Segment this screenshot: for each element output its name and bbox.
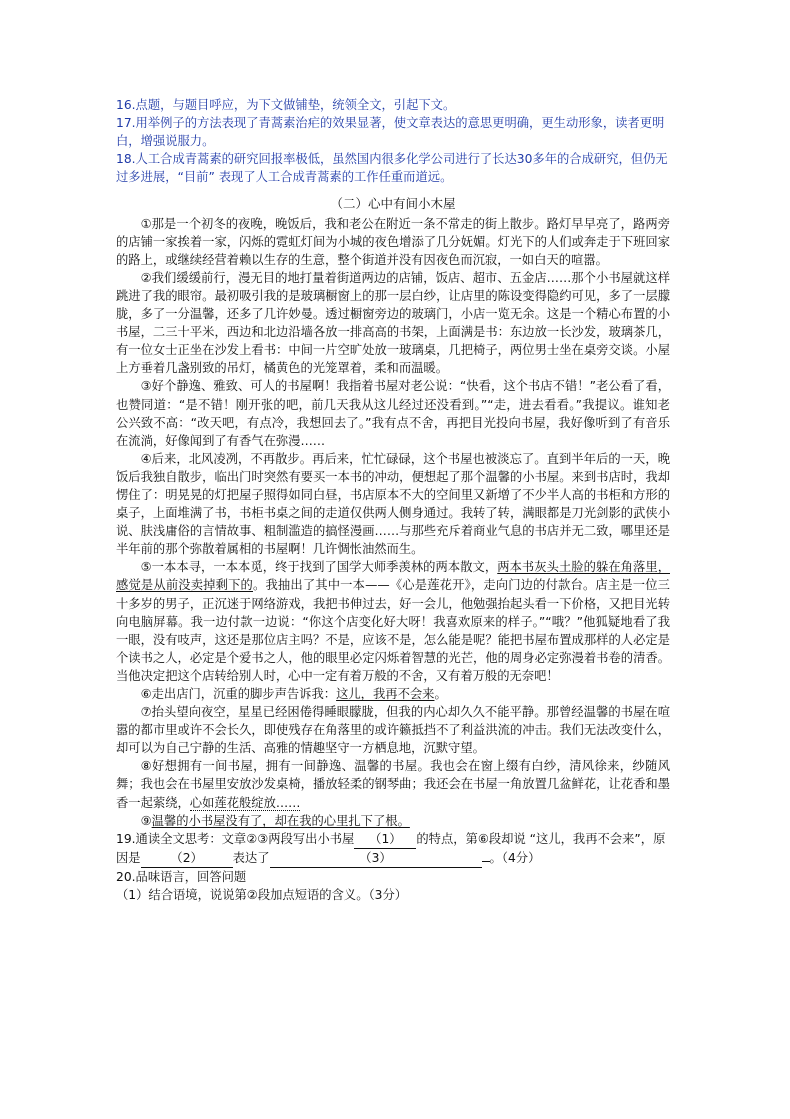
questions-section: [116, 830, 670, 904]
paragraph-3: ③好个静逸、雅致、可人的书屋啊！我指着书屋对老公说：“快看，这个书店不错！”老公看了看，也赞同道：“是不错！刚开张的吧，前几天我从这儿经过还没看到。”“走，进去看看。”我提议。谁知老公兴致不高：“改天吧，有点冷，我想回去了。”我有点不舍，再把目光投向书屋，我好像听到了有音乐在流淌，好像闻到了有香气在弥漫……: [116, 379, 670, 448]
paragraph-5-underlined: 两本书灰头土脸的躲在角落里，感觉是从前没卖掉剩下的: [116, 560, 670, 593]
question-20-1: （1）结合语境，说说第②段加点短语的含义。（3分）: [116, 888, 408, 903]
answer-blank-3[interactable]: （3）: [270, 849, 482, 868]
paragraph-8-text: ⑧好想拥有一间书屋，拥有一间静逸、温馨的书屋。我也会在窗上缀有白纱，清风徐来，纱随风舞；我也会在书屋里安放沙发桌椅，播放轻柔的钢琴曲；我还会在书屋一角放置几盆鲜花，让花香和墨香一起萦绕，: [116, 759, 670, 810]
question-20: 20.品味语言，回答问题: [116, 869, 247, 884]
paragraph-8: [116, 757, 670, 811]
paragraph-7: ⑦抬头望向夜空，星星已经困倦得睡眼朦胧，但我的内心却久久不能平静。那曾经温馨的书屋在喧嚣的都市里或许不会长久，即使残存在角落里的或许籁抵挡不了利益洪流的冲击。我们无法改变什么，却可以为自己宁静的生活、高雅的情趣坚守一方栖息地，沉默守望。: [116, 705, 670, 756]
paragraph-5-text-b: 。我抽出了其中一本——《心是莲花开》，走向门边的付款台。店主是一位三十多岁的男子，正沉迷于网络游戏，我把书伸过去，好一会儿，他勉强抬起头看一下价格，又把目光转向电脑屏幕。我一边付款一边说：“你这个店变化好大呀！我喜欢原来的样子。”“哦？”他狐疑地看了我一眼，没有吱声，这还是那位店主吗？不是，应该不是，怎么能是呢？能把书屋布置成那样的人必定是个读书之人，必定是个爱书之人，他的眼里必定闪烁着智慧的光芒，他的周身必定弥漫着书卷的清香。当他决定把这个店转给别人时，心中一定有着万般的不舍，又有着万般的无奈吧！: [116, 578, 670, 683]
answer-16: 16.点题，与题目呼应，为下文做铺垫，统领全文，引起下文。: [116, 98, 456, 112]
question-19: [116, 830, 670, 868]
question-19-points: 。（4分）: [489, 850, 541, 865]
answer-17: 17.用举例子的方法表现了青蒿素治疟的效果显著，使文章表达的意思更明确，更生动形象，读者更明白，增强说服力。: [116, 116, 665, 149]
paragraph-9-number: ⑨: [140, 813, 152, 828]
answer-blank-1[interactable]: （1）: [354, 830, 416, 849]
question-19-stem: 19.通读全文思考：文章②③两段写出小书屋: [116, 831, 355, 846]
answer-section: [116, 96, 670, 186]
paragraph-8-dotted-phrase: 心如莲花般绽放……: [189, 795, 301, 810]
answer-blank-2[interactable]: （2）: [141, 849, 233, 868]
answer-18: 18.人工合成青蒿素的研究回报率极低，虽然国内很多化学公司进行了长达30多年的合成研究，但仍无过多进展，“目前” 表现了人工合成青蒿素的工作任重而道远。: [116, 152, 668, 185]
question-19-mid: 的特点，第⑥段却说 “这儿，我再不会来”，原因是: [116, 831, 666, 865]
document-page: [116, 96, 670, 904]
paragraph-6-text-b: 。: [434, 687, 447, 701]
paragraph-9: [116, 812, 670, 830]
question-19-express: 表达了: [232, 850, 270, 865]
paragraph-5: [116, 558, 670, 685]
paragraph-6: [116, 685, 670, 703]
answer-blank-4[interactable]: [482, 861, 490, 862]
paragraph-9-underlined: 温馨的小书屋没有了，却在我的心里扎下了根。: [151, 813, 410, 828]
paragraph-2: ②我们缓缓前行，漫无目的地打量着街道两边的店铺，饭店、超市、五金店……那个小书屋就这样跳进了我的眼帘。最初吸引我的是玻璃橱窗上的那一层白纱，让店里的陈设变得隐约可见，多了一层朦胧，多了一分温馨，还多了几许妙曼。透过橱窗旁边的玻璃门，小店一览无余。这是一个精心布置的小书屋，二三十平米，西边和北边沿墙各放一排高高的书架，上面满是书：东边放一长沙发，玻璃茶几，有一位女士正坐在沙发上看书：中间一片空旷处放一玻璃桌，几把椅子，两位男士坐在桌旁交谈。小屋上方垂着几盏别致的吊灯，橘黄色的光笼罩着，柔和而温暖。: [116, 270, 670, 376]
paragraph-1: ①那是一个初冬的夜晚，晚饭后，我和老公在附近一条不常走的街上散步。路灯早早亮了，路两旁的店铺一家挨着一家，闪烁的霓虹灯间为小城的夜色增添了几分妩媚。灯光下的人们或奔走于下班回家的路上，或继续经营着赖以生存的生意，整个街道并没有因夜色而沉寂，一如白天的喧嚣。: [116, 216, 670, 267]
paragraph-6-text-a: ⑥走出店门，沉重的脚步声告诉我：: [140, 687, 337, 701]
paragraph-6-underlined: 这儿，我再不会来: [336, 687, 435, 701]
paragraph-4: ④后来，北风凌冽，不再散步。再后来，忙忙碌碌，这个书屋也被淡忘了。直到半年后的一天，晚饭后我独自散步，临出门时突然有要买一本书的冲动，便想起了那个温馨的小书屋。来到书店时，我却愣住了：明晃晃的灯把屋子照得如同白昼，书店原本不大的空间里又新增了不少半人高的书柜和方形的桌子，上面堆满了书，书柜书桌之间的走道仅供两人侧身通过。我转了转，满眼都是刀光剑影的武侠小说、肤浅庸俗的言情故事、粗制滥造的搞怪漫画……与那些充斥着商业气息的书店并无二致，哪里还是半年前的那个弥散着属相的书屋啊！几许惆怅油然而生。: [116, 451, 670, 557]
paragraph-5-text-a: ⑤一本本寻，一本本觅，终于找到了国学大师季羡林的两本散文，: [140, 560, 498, 575]
article-title: （二）心中有间小木屋: [330, 196, 456, 212]
